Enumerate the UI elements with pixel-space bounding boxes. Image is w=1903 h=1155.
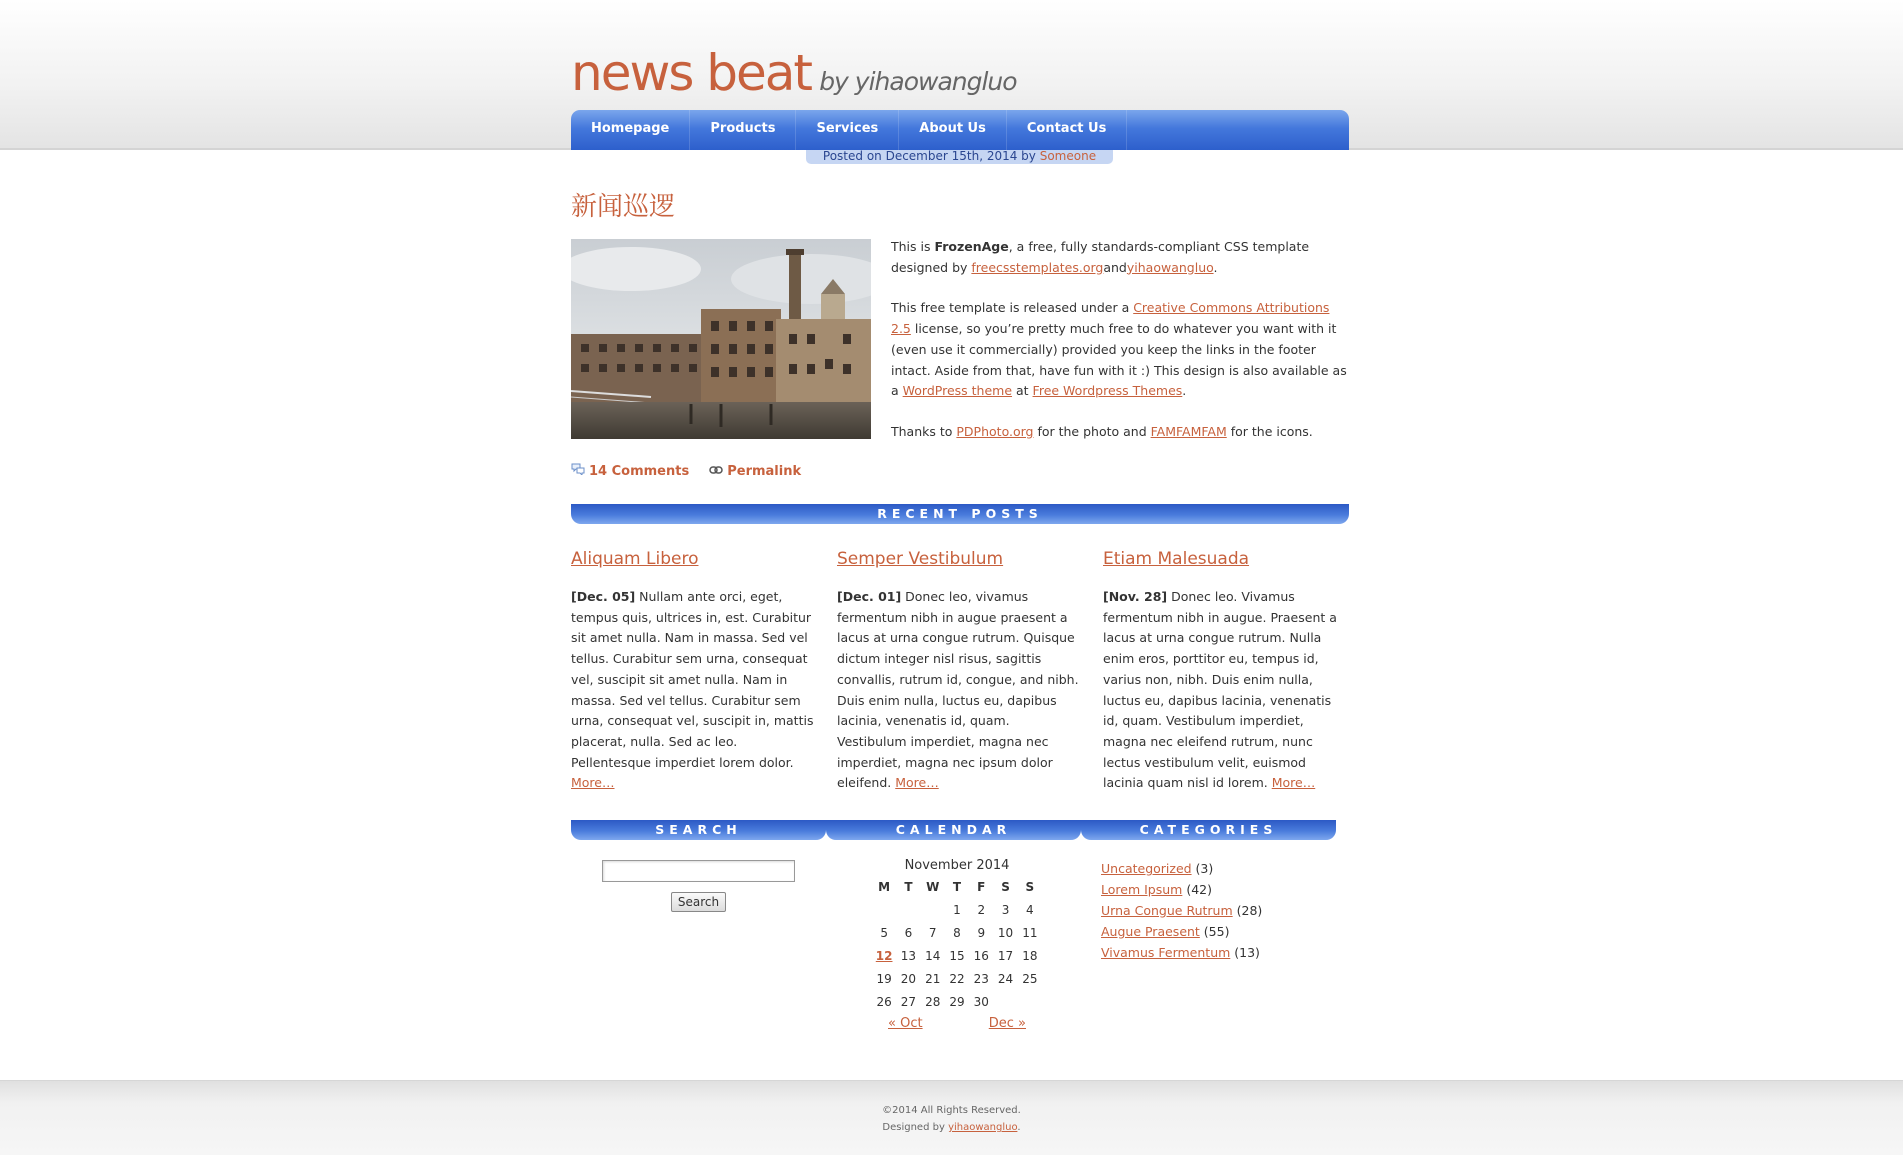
weekday: T — [904, 879, 913, 894]
comments-link[interactable] — [571, 463, 689, 479]
recent-posts-heading: RECENT POSTS — [571, 504, 1349, 524]
categories-widget — [1081, 820, 1336, 960]
recent-post-title[interactable]: Semper Vestibulum — [837, 549, 1004, 569]
category-item — [1101, 858, 1262, 879]
calendar-day: 28 — [925, 994, 941, 1009]
more-link[interactable]: More… — [895, 775, 939, 791]
category-item — [1101, 879, 1262, 900]
weekday: S — [1025, 879, 1035, 894]
category-count: (28) — [1232, 903, 1263, 918]
free-wordpress-themes-link[interactable]: Free Wordpress Themes — [1032, 383, 1183, 399]
text: This free template is released under a — [891, 300, 1134, 316]
calendar-day — [872, 898, 896, 921]
footer — [0, 1102, 1903, 1136]
calendar-day: 27 — [900, 994, 917, 1009]
search-heading: SEARCH — [571, 820, 826, 840]
menu-item-homepage[interactable]: Homepage — [571, 110, 690, 150]
text: , a free, fully standards-compliant CSS template designed by — [891, 239, 1310, 275]
yihaowangluo-link[interactable]: yihaowangluo — [1126, 259, 1214, 275]
site-name[interactable]: news beat — [571, 44, 812, 102]
footer-copyright: ©2014 All Rights Reserved. — [882, 1105, 1021, 1116]
calendar-day: 16 — [973, 948, 989, 963]
recent-post — [571, 549, 817, 794]
calendar-day: 26 — [876, 994, 892, 1009]
calendar-day: 25 — [1022, 971, 1038, 986]
comments-label: 14 Comments — [589, 463, 690, 479]
calendar — [872, 858, 1042, 1031]
main-menu — [571, 110, 1349, 150]
calendar-day: 30 — [973, 994, 989, 1009]
category-item — [1101, 942, 1262, 963]
recent-post-date: [Dec. 01] — [837, 589, 902, 604]
page-wrapper — [571, 0, 1349, 1155]
category-link[interactable]: Vivamus Fermentum — [1101, 945, 1231, 960]
calendar-day: 21 — [925, 971, 941, 986]
text: at — [1012, 383, 1033, 399]
calendar-prev-link[interactable]: « Oct — [888, 1016, 923, 1031]
text: . — [1182, 383, 1187, 399]
text: This is — [891, 239, 935, 254]
text: Designed by — [882, 1122, 949, 1133]
recent-post-excerpt — [1103, 587, 1349, 794]
calendar-day: 13 — [900, 948, 917, 963]
calendar-next-link[interactable]: Dec » — [988, 1016, 1026, 1031]
post-author-link[interactable]: Someone — [1039, 149, 1097, 163]
recent-post — [1103, 549, 1349, 794]
calendar-table — [872, 875, 1042, 1013]
recent-post-text: Donec leo, vivamus fermentum nibh in augue praesent a lacus at urna congue rutrum. Quisque dictum integer nisl risus, sagittis convallis, rutrum id, congue, and nibh. Duis enim nulla, luctus eu, dapibus lacinia, venenatis id, quam. Vestibulum imperdiet, magna nec imperdiet, magna nec ipsum dolor eleifend. — [837, 589, 1079, 791]
calendar-day: 10 — [997, 925, 1014, 940]
recent-posts — [571, 549, 1349, 794]
weekday: S — [1001, 879, 1010, 894]
calendar-nav — [872, 1016, 1042, 1031]
post-image — [571, 239, 871, 439]
calendar-day: 3 — [1001, 902, 1010, 917]
category-link[interactable]: Uncategorized — [1101, 861, 1192, 876]
recent-post-text: Donec leo. Vivamus fermentum nibh in augue. Praesent a lacus at urna congue rutrum. Nulla enim eros, porttitor eu, tempus id, varius non, nibh. Duis enim nulla, luctus eu, dapibus lacinia, venenatis id, quam. Vestibulum imperdiet, magna nec eleifend rutrum, nunc lectus vestibulum velit, euismod lacinia quam nisl id lorem. — [1103, 589, 1337, 791]
calendar-day: 20 — [900, 971, 917, 986]
category-count: (3) — [1191, 861, 1214, 876]
calendar-day — [1018, 990, 1042, 1013]
famfamfam-link[interactable]: FAMFAMFAM — [1150, 423, 1227, 439]
post-title[interactable]: 新闻巡逻 — [571, 192, 676, 222]
calendar-day: 29 — [949, 994, 965, 1009]
post-body — [891, 237, 1351, 463]
post-paragraph-3 — [891, 422, 1351, 443]
comments-icon — [571, 463, 585, 479]
calendar-week — [872, 898, 1042, 921]
weekday: M — [878, 879, 891, 894]
categories-heading: CATEGORIES — [1081, 820, 1336, 840]
recent-post — [837, 549, 1083, 794]
calendar-day — [872, 944, 896, 967]
recent-post-title[interactable]: Etiam Malesuada — [1103, 549, 1250, 569]
calendar-day — [921, 898, 945, 921]
calendar-widget — [826, 820, 1081, 1031]
freecsstemplates-link[interactable]: freecsstemplates.org — [971, 259, 1104, 275]
calendar-day: 9 — [977, 925, 986, 940]
template-name: FrozenAge — [934, 239, 1009, 254]
category-link[interactable]: Augue Praesent — [1101, 924, 1200, 939]
calendar-week — [872, 921, 1042, 944]
text: . — [1213, 259, 1218, 275]
calendar-day: 23 — [973, 971, 989, 986]
building-photo — [571, 239, 871, 439]
search-widget — [571, 820, 826, 909]
menu-item-products[interactable]: Products — [690, 110, 796, 150]
category-count: (55) — [1199, 924, 1230, 939]
menu-item-services[interactable]: Services — [796, 110, 899, 150]
calendar-day: 24 — [997, 971, 1014, 986]
category-item — [1101, 921, 1262, 942]
calendar-caption: November 2014 — [904, 858, 1010, 873]
recent-post-title[interactable]: Aliquam Libero — [571, 549, 699, 569]
search-form — [571, 860, 826, 912]
calendar-day — [896, 898, 920, 921]
calendar-day: 11 — [1022, 925, 1038, 940]
calendar-day: 6 — [904, 925, 913, 940]
calendar-day: 15 — [949, 948, 965, 963]
recent-post-excerpt — [571, 587, 817, 794]
calendar-heading: CALENDAR — [826, 820, 1081, 840]
calendar-weekdays — [872, 875, 1042, 898]
calendar-day: 18 — [1022, 948, 1038, 963]
search-button[interactable]: Search — [671, 892, 726, 912]
text: for the icons. — [1226, 423, 1313, 439]
weekday: T — [952, 879, 962, 894]
category-link[interactable]: Lorem Ipsum — [1101, 882, 1183, 897]
recent-post-excerpt — [837, 587, 1083, 794]
post-paragraph-1 — [891, 237, 1351, 278]
calendar-day: 22 — [949, 971, 965, 986]
text: license, so you’re pretty much free to do whatever you want with it (even use it commercially) provided you keep the links in the footer intact. Aside from that, have fun with it :) This design is also available as a — [891, 321, 1347, 399]
text: for the photo and — [1033, 423, 1151, 439]
calendar-body — [872, 898, 1042, 1013]
calendar-week — [872, 967, 1042, 990]
calendar-day: 4 — [1026, 902, 1034, 917]
recent-post-text: Nullam ante orci, eget, tempus quis, ultrices in, est. Curabitur sit amet nulla. Nam in massa. Sed vel tellus. Curabitur sem urna, consequat vel, suscipit sit amet nulla. Nam in massa. Sed vel tellus. Curabitur sem urna, consequat vel, suscipit in, mattis placerat, nulla. Sed ac leo. Pellentesque imperdiet lorem dolor. — [571, 589, 814, 770]
menu-item-contact-us[interactable]: Contact Us — [1007, 110, 1127, 150]
calendar-day: 8 — [953, 925, 961, 940]
calendar-day: 1 — [953, 902, 961, 917]
categories-list — [1101, 858, 1262, 963]
category-count: (42) — [1182, 882, 1212, 897]
category-count: (13) — [1230, 945, 1260, 960]
wordpress-theme-link[interactable]: WordPress theme — [902, 383, 1013, 399]
more-link[interactable]: More… — [571, 775, 615, 791]
calendar-day: 2 — [977, 902, 986, 917]
permalink-link[interactable] — [709, 464, 801, 479]
category-link[interactable]: Urna Congue Rutrum — [1101, 903, 1233, 918]
category-item — [1101, 900, 1262, 921]
calendar-day: 7 — [928, 925, 937, 940]
weekday: W — [926, 879, 940, 894]
calendar-day — [993, 990, 1017, 1013]
text: Thanks to — [891, 423, 957, 439]
site-byline: by yihaowangluo — [819, 67, 1017, 96]
text: . — [1017, 1122, 1021, 1133]
recent-post-date: [Dec. 05] — [571, 589, 636, 604]
footer-designer-link[interactable]: yihaowangluo — [948, 1122, 1018, 1133]
post-links — [571, 463, 801, 479]
search-input[interactable] — [602, 860, 795, 882]
weekday: F — [977, 879, 986, 894]
calendar-day-link[interactable]: 12 — [875, 948, 893, 963]
permalink-label: Permalink — [727, 463, 802, 479]
calendar-day: 14 — [925, 948, 941, 963]
link-icon — [709, 464, 723, 479]
calendar-week — [872, 944, 1042, 967]
calendar-day: 5 — [880, 925, 888, 940]
more-link[interactable]: More… — [1271, 775, 1316, 791]
logo[interactable] — [571, 44, 1017, 102]
post-meta-text: Posted on December 15th, 2014 by — [822, 149, 1040, 163]
pdphoto-link[interactable]: PDPhoto.org — [956, 423, 1034, 439]
calendar-week — [872, 990, 1042, 1013]
creative-commons-link[interactable]: Creative Commons Attributions 2.5 — [891, 300, 1330, 337]
post-meta — [806, 150, 1113, 164]
recent-post-date: [Nov. 28] — [1103, 589, 1168, 604]
calendar-day: 19 — [876, 971, 892, 986]
menu-item-about-us[interactable]: About Us — [899, 110, 1007, 150]
calendar-day: 17 — [997, 948, 1014, 963]
post-paragraph-2 — [891, 298, 1351, 402]
text: and — [1103, 259, 1127, 275]
footer-designed-by — [0, 1119, 1903, 1136]
